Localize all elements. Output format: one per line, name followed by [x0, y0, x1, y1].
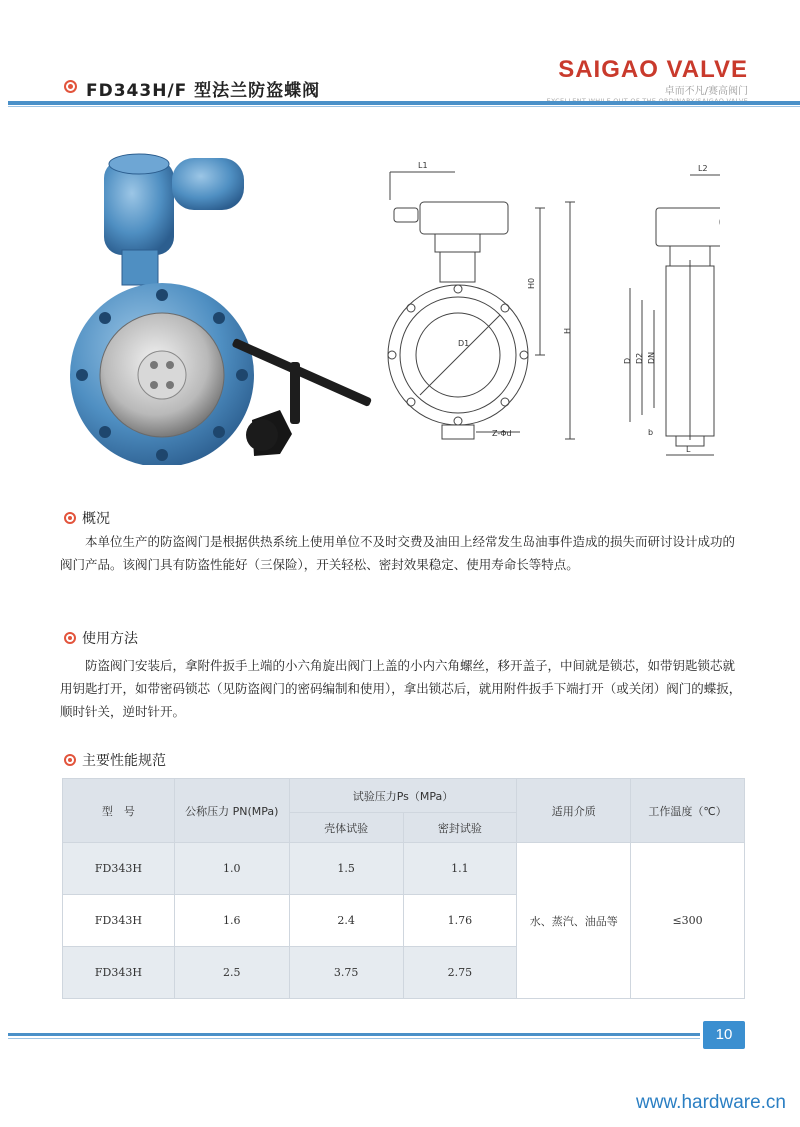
- table-row: FD343H 1.0 1.5 1.1 水、蒸汽、油品等 ≤300: [63, 843, 745, 895]
- col-shell-test: 壳体试验: [289, 813, 403, 843]
- spec-heading: 主要性能规范: [64, 750, 166, 770]
- svg-text:L1: L1: [418, 161, 428, 170]
- page-number: 10: [703, 1021, 745, 1049]
- section-bullet-icon: [64, 512, 76, 524]
- side-view: [623, 164, 720, 455]
- product-photo: [62, 150, 382, 465]
- svg-text:H: H: [563, 327, 572, 334]
- spec-table: [62, 778, 745, 999]
- svg-text:L: L: [686, 445, 691, 454]
- col-test-pressure: 试验压力Ps（MPa）: [289, 779, 517, 813]
- temp-cell: ≤300: [631, 843, 745, 999]
- usage-heading: 使用方法: [64, 628, 138, 648]
- footer-rule: [8, 1033, 700, 1036]
- svg-text:D1: D1: [458, 339, 470, 348]
- page-header: [0, 0, 800, 110]
- page-title: FD343H/F 型法兰防盗蝶阀: [86, 81, 321, 101]
- brand-name: SAIGAO VALVE: [558, 56, 748, 83]
- col-medium: 适用介质: [517, 779, 631, 843]
- section-bullet-icon: [64, 632, 76, 644]
- table-row: FD343H 2.5 3.75 2.75: [63, 947, 745, 999]
- overview-heading: 概况: [64, 508, 110, 528]
- footer-rule-thin: [8, 1038, 700, 1039]
- section-bullet-icon: [64, 754, 76, 766]
- technical-drawing: [380, 160, 720, 465]
- svg-text:DN: DN: [647, 351, 656, 364]
- website-url: www.hardware.cn: [636, 1092, 786, 1113]
- usage-text: 防盗阀门安装后，拿附件扳手上端的小六角旋出阀门上盖的小内六角螺丝，移开盖子，中间就是锁芯，如带钥匙锁芯就用钥匙打开，如带密码锁芯（见防盗阀门的密码编制和使用），拿出锁芯后，就用附件扳手下端打开（或关闭）阀门的蝶扳，顺时针关，逆时针开。: [60, 658, 742, 719]
- front-view: [388, 161, 575, 439]
- table-row: FD343H 1.6 2.4 1.76: [63, 895, 745, 947]
- header-rule: [8, 101, 800, 105]
- col-temp: 工作温度（℃）: [631, 779, 745, 843]
- overview-text: 本单位生产的防盗阀门是根据供热系统上使用单位不及时交费及油田上经常发生岛油事件造成的损失而研讨设计成功的阀门产品。该阀门具有防盗性能好（三保险），开关轻松、密封效果稳定、使用寿命长等特点。: [60, 534, 736, 572]
- medium-cell: 水、蒸汽、油品等: [517, 843, 631, 999]
- title-bullet-icon: [64, 80, 77, 93]
- col-model: 型 号: [63, 779, 175, 843]
- brand-slogan-cn: 卓而不凡/赛高阀门: [664, 86, 748, 97]
- svg-text:D2: D2: [635, 352, 644, 364]
- brand-block: [547, 56, 749, 105]
- svg-text:Z-Φd: Z-Φd: [492, 429, 512, 438]
- wrench-accessory: [231, 338, 372, 456]
- col-seal-test: 密封试验: [403, 813, 517, 843]
- col-pressure: 公称压力 PN(MPa): [174, 779, 289, 843]
- header-rule-thin: [8, 106, 800, 107]
- svg-text:H0: H0: [527, 277, 536, 289]
- svg-text:D: D: [623, 357, 632, 364]
- svg-text:b: b: [648, 428, 654, 437]
- actuator-housing: [172, 158, 244, 210]
- svg-text:L2: L2: [698, 164, 708, 173]
